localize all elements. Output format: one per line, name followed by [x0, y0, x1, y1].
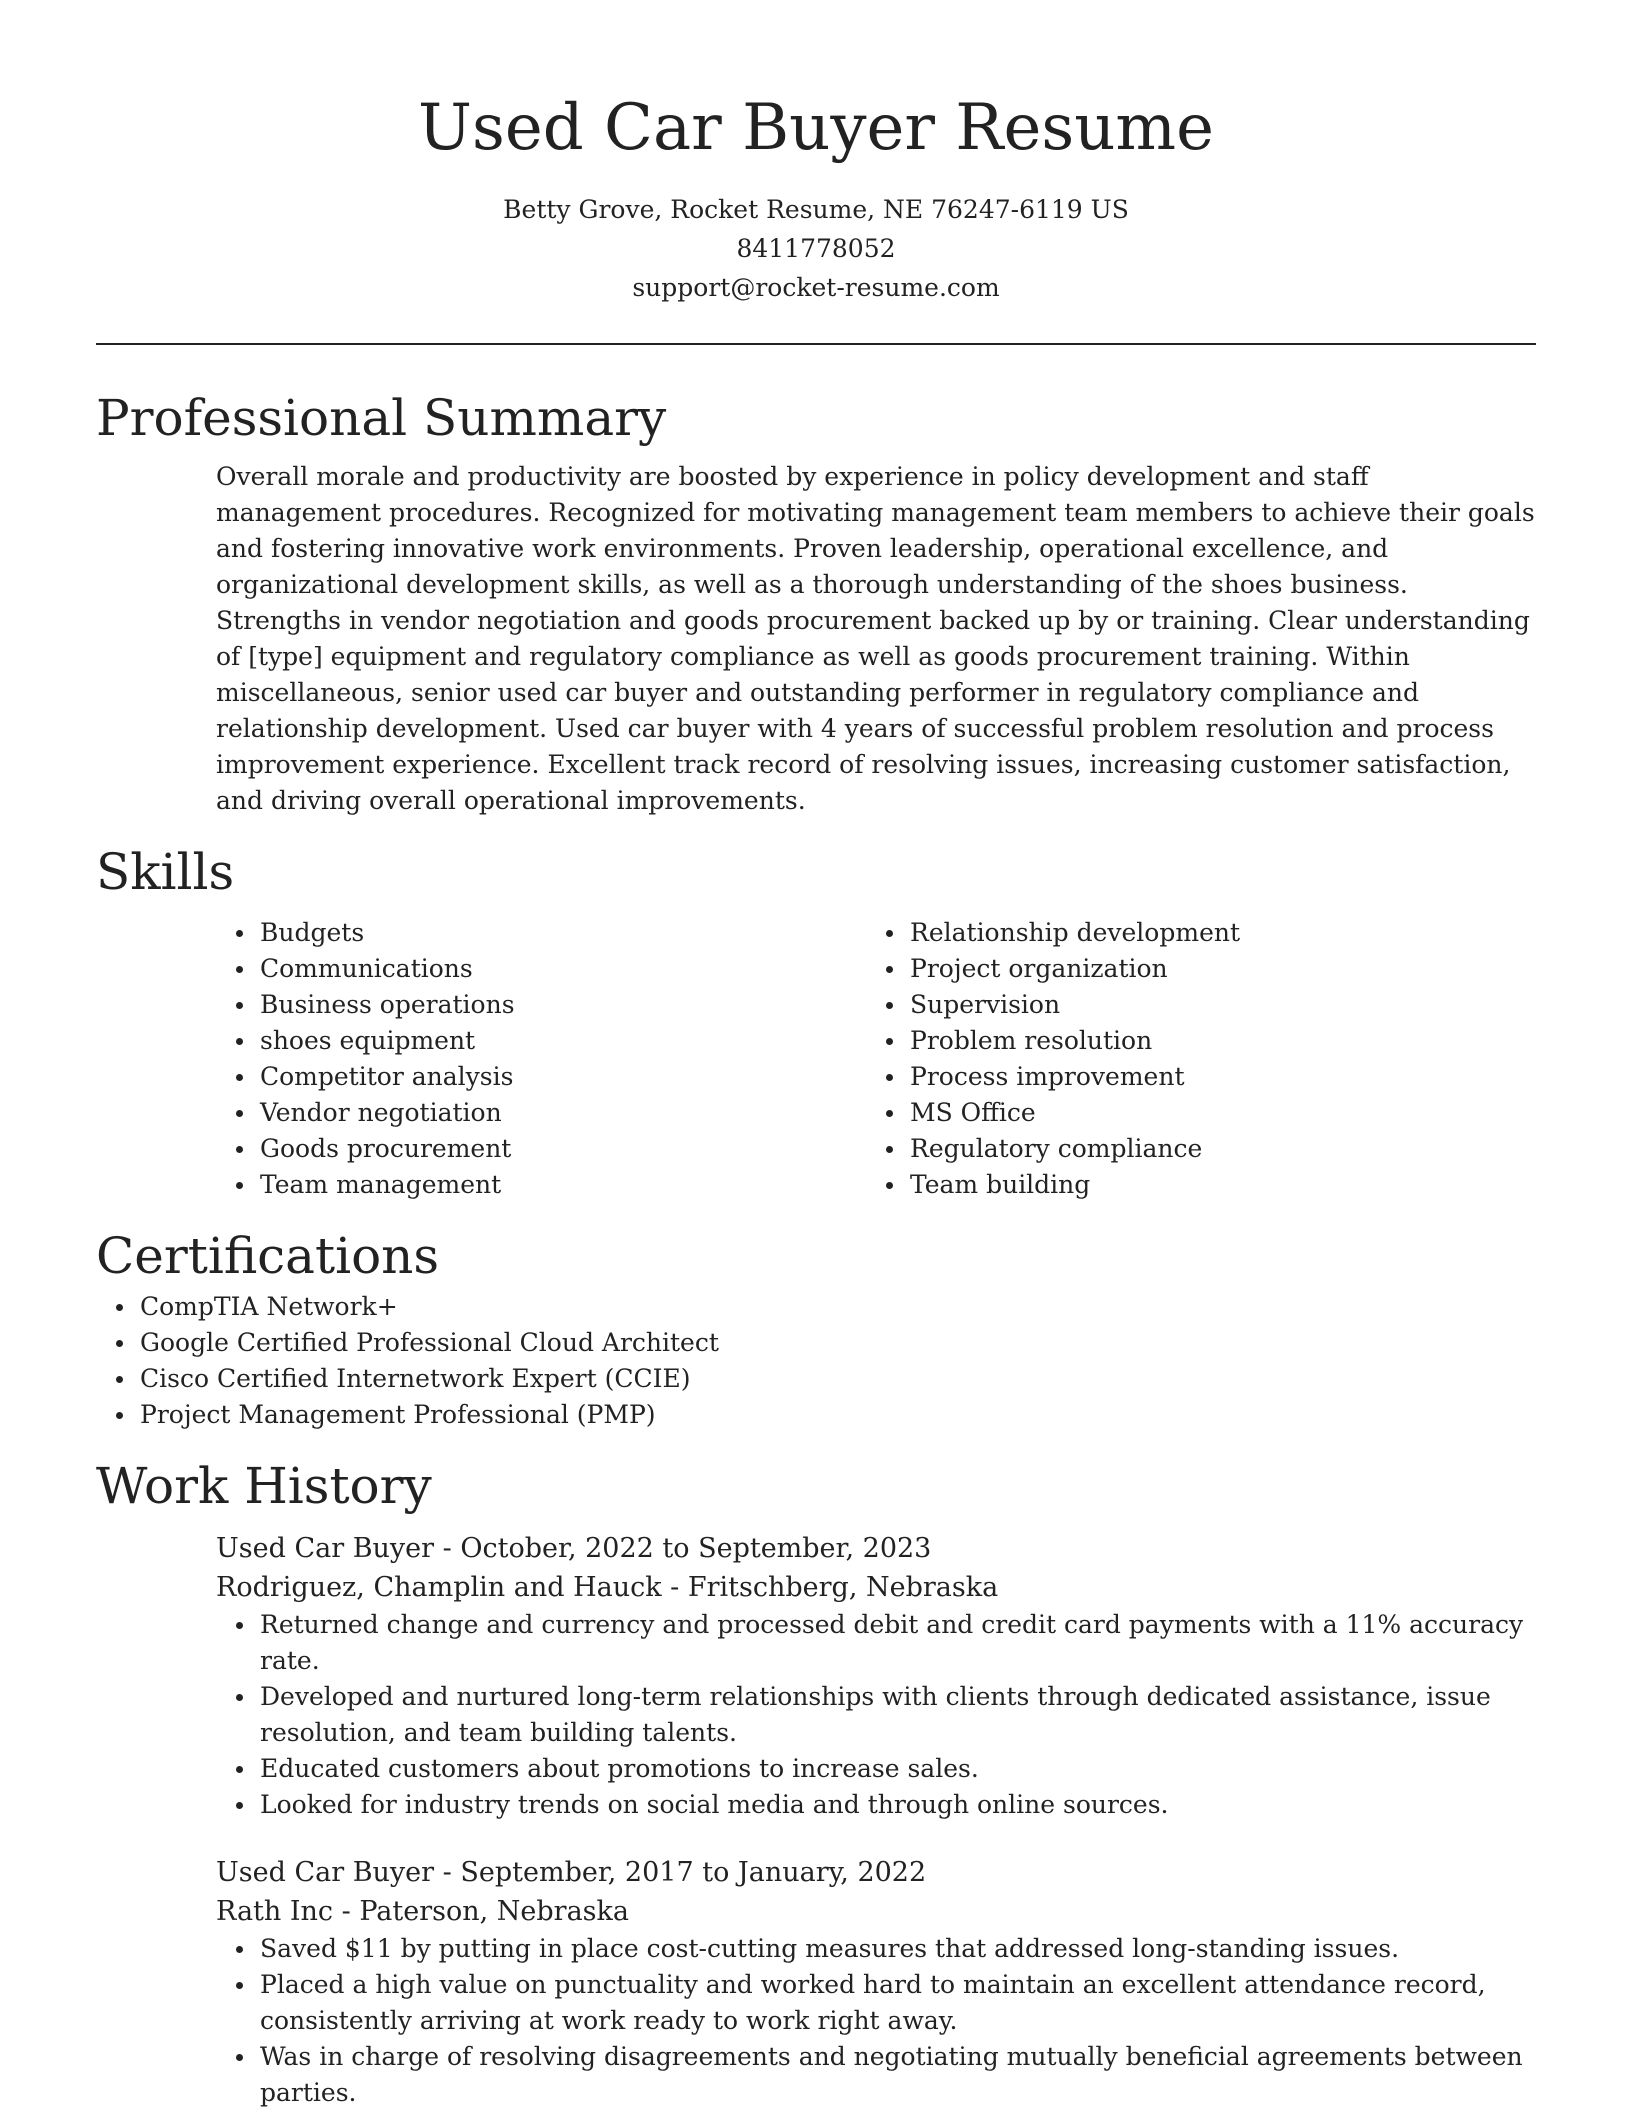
resume-header	[96, 0, 1536, 307]
summary-section	[96, 385, 1536, 819]
job-company-line: Rodriguez, Champlin and Hauck - Fritschberg, Nebraska	[216, 1572, 999, 1603]
job-company: Rath Inc	[216, 1896, 334, 1927]
skill-item: Business operations	[216, 987, 866, 1023]
job-bullet: Saved $11 by putting in place cost-cutting measures that addressed long-standing issues.	[216, 1931, 1536, 1967]
skill-item: Team building	[866, 1167, 1516, 1203]
certification-item: Cisco Certified Internetwork Expert (CCIE)	[96, 1361, 1536, 1397]
certification-item: CompTIA Network+	[96, 1289, 1536, 1325]
job-dates: September, 2017 to January, 2022	[460, 1857, 927, 1888]
summary-text: Overall morale and productivity are boosted by experience in policy development and staff management procedures. Recognized for motivating management team members to achieve their goals and fostering innovative work environments. Proven leadership, operational excellence, and organizational development skills, as well as a thorough understanding of the shoes business. Strengths in vendor negotiation and goods procurement backed up by or training. Clear understanding of [type] equipment and regulatory compliance as well as goods procurement training. Within miscellaneous, senior used car buyer and outstanding performer in regulatory compliance and relationship development. Used car buyer with 4 years of successful problem resolution and process improvement experience. Excellent track record of resolving issues, increasing customer satisfaction, and driving overall operational improvements.	[216, 462, 1535, 815]
skill-item: shoes equipment	[216, 1023, 866, 1059]
certifications-section	[96, 1223, 1536, 1433]
summary-heading: Professional Summary	[96, 389, 667, 447]
job-bullet: Developed and nurtured long-term relationships with clients through dedicated assistance, issue resolution, and team building talents.	[216, 1679, 1536, 1751]
certification-item: Project Management Professional (PMP)	[96, 1397, 1536, 1433]
job-location: Paterson, Nebraska	[359, 1896, 630, 1927]
job-company-line: Rath Inc - Paterson, Nebraska	[216, 1896, 630, 1927]
work-history-heading: Work History	[96, 1457, 432, 1515]
skill-item: Communications	[216, 951, 866, 987]
job-dates: October, 2022 to September, 2023	[460, 1533, 932, 1564]
resume-title: Used Car Buyer Resume	[418, 91, 1214, 165]
skill-item: Project organization	[866, 951, 1516, 987]
skill-item: Relationship development	[866, 915, 1516, 951]
skill-item: Supervision	[866, 987, 1516, 1023]
work-history-section	[96, 1453, 1536, 2111]
certification-item: Google Certified Professional Cloud Architect	[96, 1325, 1536, 1361]
job-location: Fritschberg, Nebraska	[687, 1572, 999, 1603]
job-bullets	[216, 1607, 1536, 1823]
skill-item: Vendor negotiation	[216, 1095, 866, 1131]
certifications-list	[96, 1289, 1536, 1433]
contact-info	[96, 190, 1536, 307]
job-bullet: Looked for industry trends on social media and through online sources.	[216, 1787, 1536, 1823]
skill-item: Team management	[216, 1167, 866, 1203]
skill-item: Regulatory compliance	[866, 1131, 1516, 1167]
skill-item: Goods procurement	[216, 1131, 866, 1167]
job-title-line: Used Car Buyer - October, 2022 to September, 2023	[216, 1533, 932, 1564]
certifications-heading: Certifications	[96, 1227, 440, 1285]
job-company: Rodriguez, Champlin and Hauck	[216, 1572, 662, 1603]
contact-email: support@rocket-resume.com	[632, 273, 1000, 302]
skill-item: Competitor analysis	[216, 1059, 866, 1095]
contact-address: Betty Grove, Rocket Resume, NE 76247-6119 US	[503, 195, 1129, 224]
job-bullets	[216, 1931, 1536, 2111]
skill-item: MS Office	[866, 1095, 1516, 1131]
skill-item: Budgets	[216, 915, 866, 951]
skill-item: Problem resolution	[866, 1023, 1516, 1059]
job-bullet: Was in charge of resolving disagreements and negotiating mutually beneficial agreements between parties.	[216, 2039, 1536, 2111]
job-entry	[216, 1529, 1536, 1823]
job-bullet: Placed a high value on punctuality and worked hard to maintain an excellent attendance record, consistently arriving at work ready to work right away.	[216, 1967, 1536, 2039]
job-bullet: Educated customers about promotions to increase sales.	[216, 1751, 1536, 1787]
job-title-line: Used Car Buyer - September, 2017 to January, 2022	[216, 1857, 927, 1888]
skills-column-right	[866, 915, 1516, 1203]
contact-phone: 8411778052	[736, 234, 896, 263]
skill-item: Process improvement	[866, 1059, 1516, 1095]
job-bullet: Returned change and currency and processed debit and credit card payments with a 11% accuracy rate.	[216, 1607, 1536, 1679]
job-title: Used Car Buyer	[216, 1533, 435, 1564]
skills-grid	[216, 915, 1536, 1203]
skills-heading: Skills	[96, 843, 235, 901]
skills-column-left	[216, 915, 866, 1203]
job-entry	[216, 1853, 1536, 2111]
header-divider	[96, 343, 1536, 345]
job-title: Used Car Buyer	[216, 1857, 435, 1888]
skills-section	[96, 839, 1536, 1203]
